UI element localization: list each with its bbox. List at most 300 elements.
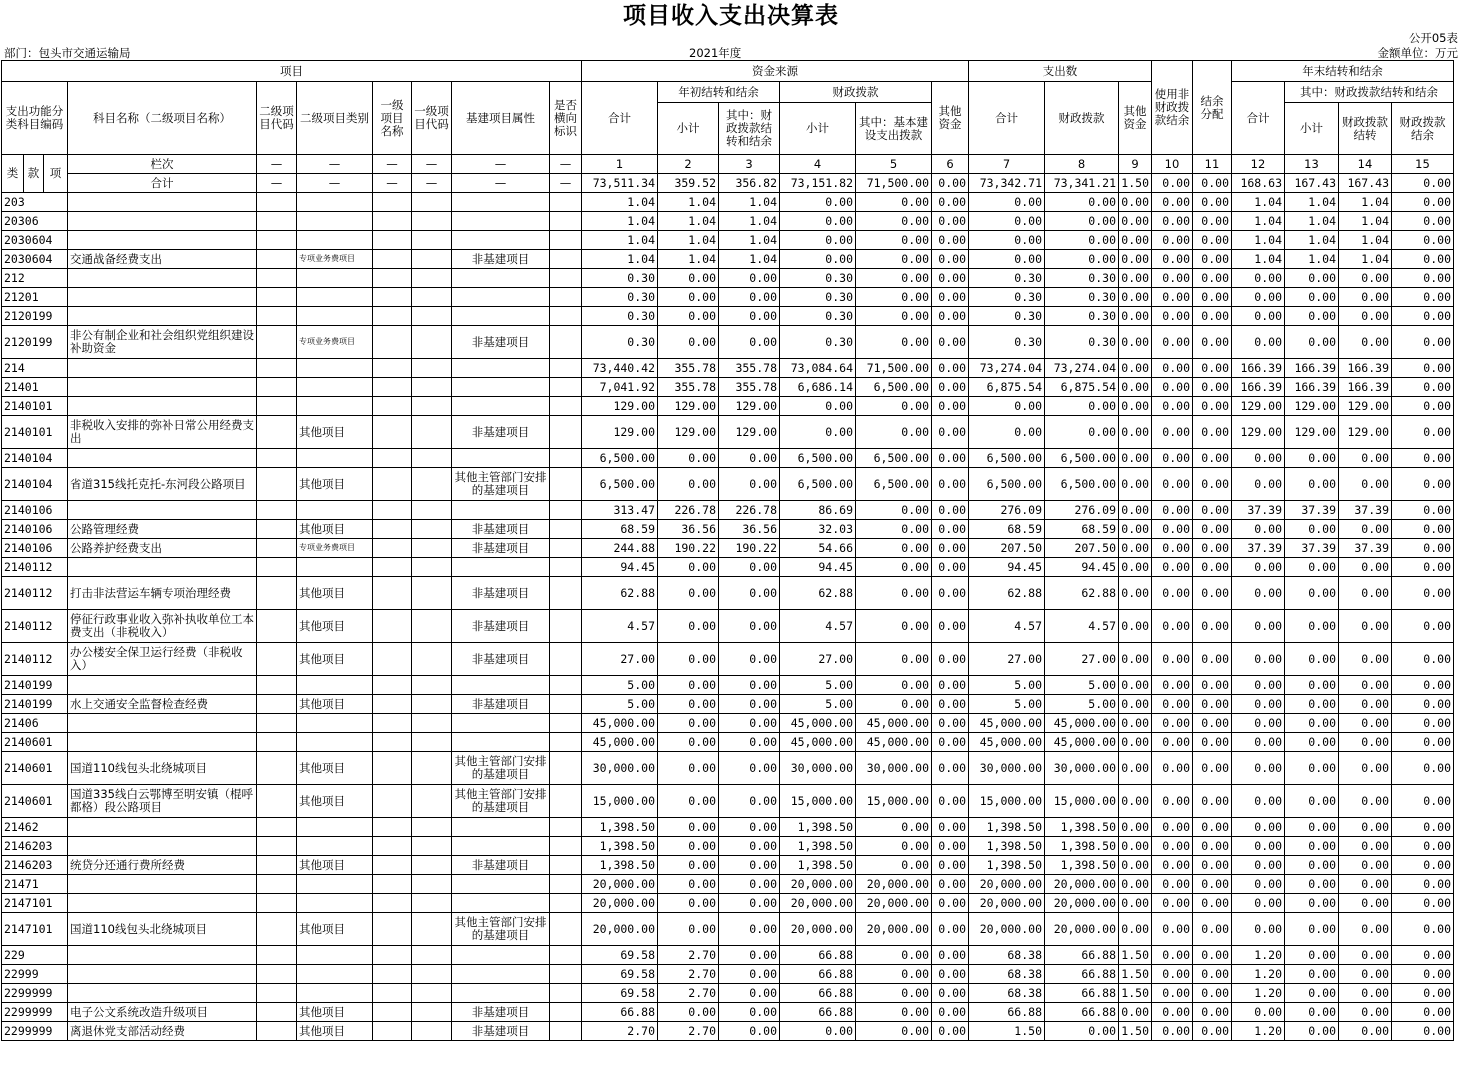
horizontal-flag-cell	[550, 449, 582, 468]
header-ye-total: 合计	[1232, 82, 1285, 155]
value-cell: 0.00	[1339, 818, 1392, 837]
value-cell: 37.39	[1339, 539, 1392, 558]
sub1-name-cell	[373, 714, 412, 733]
value-cell: 5.00	[1045, 676, 1119, 695]
horizontal-flag-cell	[550, 539, 582, 558]
value-cell: 73,084.64	[780, 359, 856, 378]
value-cell: 0.00	[1119, 501, 1152, 520]
value-cell: 6,500.00	[856, 468, 932, 501]
value-cell: 15,000.00	[1045, 785, 1119, 818]
value-cell: 0.00	[1285, 1022, 1339, 1041]
value-cell: 0.00	[1119, 785, 1152, 818]
value-cell: 27.00	[582, 643, 658, 676]
value-cell: 0.00	[1232, 643, 1285, 676]
value-cell: 0.00	[1193, 818, 1232, 837]
value-cell: 0.00	[1392, 875, 1454, 894]
sub2-code-cell	[257, 212, 297, 231]
sub1-name-cell	[373, 610, 412, 643]
value-cell: 0.00	[1392, 378, 1454, 397]
item-name-cell: 公路养护经费支出	[68, 539, 257, 558]
horizontal-flag-cell	[550, 193, 582, 212]
value-cell: 0.00	[1339, 714, 1392, 733]
construction-attr-cell	[452, 288, 550, 307]
table-row	[2, 269, 1454, 288]
value-cell: 45,000.00	[856, 714, 932, 733]
value-cell: 313.47	[582, 501, 658, 520]
sub2-code-cell	[257, 818, 297, 837]
lanci-dash: —	[550, 155, 582, 174]
sub2-category-cell	[297, 449, 373, 468]
horizontal-flag-cell	[550, 359, 582, 378]
construction-attr-cell: 非基建项目	[452, 520, 550, 539]
value-cell: 0.00	[1285, 856, 1339, 875]
header-other-funds: 其他资金	[932, 82, 969, 155]
value-cell: 129.00	[719, 416, 780, 449]
item-name-cell: 办公楼安全保卫运行经费（非税收入）	[68, 643, 257, 676]
table-row	[2, 212, 1454, 231]
value-cell: 0.00	[1285, 610, 1339, 643]
value-cell: 0.00	[932, 378, 969, 397]
table-row	[2, 577, 1454, 610]
value-cell: 0.00	[1232, 875, 1285, 894]
sub1-code-cell	[412, 913, 452, 946]
value-cell: 0.00	[719, 984, 780, 1003]
sub2-code-cell	[257, 468, 297, 501]
value-cell: 0.00	[719, 733, 780, 752]
sub1-code-cell	[412, 714, 452, 733]
value-cell: 0.00	[658, 837, 719, 856]
value-cell: 0.00	[856, 984, 932, 1003]
item-name-cell	[68, 269, 257, 288]
sub1-name-cell	[373, 378, 412, 397]
sub2-code-cell	[257, 856, 297, 875]
construction-attr-cell: 非基建项目	[452, 643, 550, 676]
value-cell: 6,500.00	[1045, 449, 1119, 468]
value-cell: 0.00	[1193, 894, 1232, 913]
item-name-cell: 停征行政事业收入弥补执收单位工本费支出（非税收入）	[68, 610, 257, 643]
value-cell: 0.00	[1152, 837, 1193, 856]
value-cell: 15,000.00	[969, 785, 1045, 818]
value-cell: 1.04	[582, 212, 658, 231]
item-name-cell: 省道315线托克托-东河段公路项目	[68, 468, 257, 501]
sub2-code-cell	[257, 288, 297, 307]
value-cell: 0.00	[856, 837, 932, 856]
value-cell: 5.00	[780, 695, 856, 714]
value-cell: 355.78	[658, 359, 719, 378]
sub2-code-cell	[257, 501, 297, 520]
function-code-cell: 2140112	[2, 610, 68, 643]
item-name-cell: 非公有制企业和社会组织党组织建设补助资金	[68, 326, 257, 359]
sub1-name-cell	[373, 1022, 412, 1041]
value-cell: 0.00	[1045, 212, 1119, 231]
value-cell: 0.00	[1232, 269, 1285, 288]
sub1-code-cell	[412, 212, 452, 231]
sub1-code-cell	[412, 288, 452, 307]
value-cell: 66.88	[780, 946, 856, 965]
header-item-name: 科目名称（二级项目名称）	[68, 82, 257, 155]
function-code-cell: 2146203	[2, 837, 68, 856]
value-cell: 0.00	[719, 913, 780, 946]
table-row	[2, 875, 1454, 894]
sub2-code-cell	[257, 539, 297, 558]
function-code-cell: 2140601	[2, 733, 68, 752]
function-code-cell: 2120199	[2, 307, 68, 326]
lanci-num: 11	[1193, 155, 1232, 174]
construction-attr-cell: 非基建项目	[452, 695, 550, 714]
value-cell: 0.00	[780, 231, 856, 250]
item-name-cell: 水上交通安全监督检查经费	[68, 695, 257, 714]
value-cell: 0.00	[1392, 714, 1454, 733]
value-cell: 1,398.50	[582, 818, 658, 837]
construction-attr-cell	[452, 837, 550, 856]
value-cell: 0.00	[1193, 193, 1232, 212]
value-cell: 0.00	[1339, 676, 1392, 695]
sub2-category-cell	[297, 984, 373, 1003]
sub1-name-cell	[373, 577, 412, 610]
construction-attr-cell: 其他主管部门安排的基建项目	[452, 913, 550, 946]
value-cell: 1,398.50	[780, 837, 856, 856]
value-cell: 5.00	[969, 695, 1045, 714]
value-cell: 0.30	[582, 269, 658, 288]
value-cell: 0.00	[1193, 397, 1232, 416]
sub2-code-cell	[257, 610, 297, 643]
value-cell: 0.00	[780, 397, 856, 416]
value-cell: 1.04	[719, 212, 780, 231]
value-cell: 0.00	[1119, 250, 1152, 269]
value-cell: 6,875.54	[1045, 378, 1119, 397]
value-cell: 5.00	[1045, 695, 1119, 714]
construction-attr-cell	[452, 875, 550, 894]
value-cell: 0.00	[1193, 577, 1232, 610]
value-cell: 129.00	[658, 416, 719, 449]
form-code: 公开05表	[1408, 31, 1458, 45]
value-cell: 0.00	[1152, 416, 1193, 449]
construction-attr-cell: 非基建项目	[452, 577, 550, 610]
value-cell: 0.00	[1152, 359, 1193, 378]
sub1-code-cell	[412, 520, 452, 539]
value-cell: 0.00	[932, 449, 969, 468]
value-cell: 0.00	[1392, 1003, 1454, 1022]
table-row	[2, 326, 1454, 359]
value-cell: 0.00	[1232, 733, 1285, 752]
total-value: 73,341.21	[1045, 174, 1119, 193]
total-dash: —	[297, 174, 373, 193]
value-cell: 0.00	[1152, 818, 1193, 837]
value-cell: 0.00	[1152, 785, 1193, 818]
function-code-cell: 2030604	[2, 250, 68, 269]
value-cell: 0.00	[969, 397, 1045, 416]
horizontal-flag-cell	[550, 520, 582, 539]
value-cell: 0.00	[719, 894, 780, 913]
item-name-cell	[68, 837, 257, 856]
value-cell: 0.30	[780, 307, 856, 326]
value-cell: 0.00	[1339, 837, 1392, 856]
sub1-name-cell	[373, 193, 412, 212]
value-cell: 0.00	[1285, 752, 1339, 785]
function-code-cell: 21401	[2, 378, 68, 397]
value-cell: 0.00	[658, 695, 719, 714]
value-cell: 0.00	[932, 501, 969, 520]
value-cell: 0.00	[932, 307, 969, 326]
lanci-num: 10	[1152, 155, 1193, 174]
horizontal-flag-cell	[550, 558, 582, 577]
value-cell: 0.00	[856, 288, 932, 307]
sub2-code-cell	[257, 894, 297, 913]
lanci-num: 6	[932, 155, 969, 174]
value-cell: 0.00	[856, 193, 932, 212]
value-cell: 0.00	[1285, 875, 1339, 894]
value-cell: 0.00	[658, 785, 719, 818]
value-cell: 0.00	[1285, 984, 1339, 1003]
sub2-code-cell	[257, 875, 297, 894]
value-cell: 0.00	[1392, 1022, 1454, 1041]
value-cell: 0.00	[1285, 269, 1339, 288]
sub2-code-cell	[257, 449, 297, 468]
value-cell: 0.00	[932, 965, 969, 984]
value-cell: 0.00	[1232, 752, 1285, 785]
table-row	[2, 752, 1454, 785]
value-cell: 0.30	[582, 326, 658, 359]
sub2-category-cell: 专项业务费项目	[297, 326, 373, 359]
sub2-code-cell	[257, 250, 297, 269]
horizontal-flag-cell	[550, 894, 582, 913]
sub2-category-cell	[297, 676, 373, 695]
value-cell: 0.00	[932, 714, 969, 733]
value-cell: 0.00	[1193, 1022, 1232, 1041]
table-row	[2, 449, 1454, 468]
sub2-category-cell	[297, 359, 373, 378]
value-cell: 0.00	[658, 913, 719, 946]
value-cell: 1,398.50	[969, 818, 1045, 837]
value-cell: 0.00	[1339, 1003, 1392, 1022]
sub1-name-cell	[373, 416, 412, 449]
value-cell: 1.04	[1285, 212, 1339, 231]
value-cell: 0.00	[1392, 837, 1454, 856]
value-cell: 37.39	[1285, 501, 1339, 520]
value-cell: 0.00	[856, 643, 932, 676]
header-exp-total: 合计	[969, 82, 1045, 155]
item-name-cell	[68, 359, 257, 378]
horizontal-flag-cell	[550, 818, 582, 837]
value-cell: 68.38	[969, 965, 1045, 984]
value-cell: 66.88	[969, 1003, 1045, 1022]
value-cell: 0.00	[1392, 946, 1454, 965]
sub2-category-cell	[297, 378, 373, 397]
sub1-code-cell	[412, 752, 452, 785]
value-cell: 190.22	[719, 539, 780, 558]
value-cell: 0.00	[1152, 946, 1193, 965]
value-cell: 0.00	[1193, 359, 1232, 378]
value-cell: 0.30	[780, 269, 856, 288]
sub1-code-cell	[412, 577, 452, 610]
table-row	[2, 416, 1454, 449]
value-cell: 27.00	[969, 643, 1045, 676]
value-cell: 129.00	[582, 416, 658, 449]
sub2-code-cell	[257, 193, 297, 212]
value-cell: 1.50	[1119, 965, 1152, 984]
value-cell: 0.00	[1119, 468, 1152, 501]
department-label: 部门：包头市交通运输局	[4, 46, 131, 60]
total-value: 73,342.71	[969, 174, 1045, 193]
sub2-category-cell	[297, 307, 373, 326]
value-cell: 0.00	[658, 558, 719, 577]
value-cell: 0.00	[1193, 250, 1232, 269]
value-cell: 30,000.00	[582, 752, 658, 785]
total-value: 168.63	[1232, 174, 1285, 193]
sub2-category-cell	[297, 288, 373, 307]
sub1-name-cell	[373, 676, 412, 695]
value-cell: 0.00	[658, 269, 719, 288]
value-cell: 1.04	[1339, 193, 1392, 212]
value-cell: 0.00	[1119, 269, 1152, 288]
value-cell: 0.00	[1392, 449, 1454, 468]
value-cell: 0.00	[1193, 326, 1232, 359]
item-name-cell	[68, 714, 257, 733]
value-cell: 0.00	[1152, 1003, 1193, 1022]
sub2-category-cell: 其他项目	[297, 856, 373, 875]
table-row	[2, 468, 1454, 501]
sub1-name-cell	[373, 449, 412, 468]
value-cell: 0.00	[719, 785, 780, 818]
total-dash: —	[373, 174, 412, 193]
value-cell: 0.00	[1392, 359, 1454, 378]
value-cell: 0.00	[1119, 231, 1152, 250]
sub1-name-cell	[373, 837, 412, 856]
value-cell: 20,000.00	[856, 913, 932, 946]
total-dash: —	[550, 174, 582, 193]
value-cell: 0.00	[932, 785, 969, 818]
value-cell: 0.00	[1119, 212, 1152, 231]
sub2-code-cell	[257, 1003, 297, 1022]
value-cell: 0.00	[1392, 984, 1454, 1003]
sub2-category-cell: 其他项目	[297, 416, 373, 449]
value-cell: 0.00	[1152, 984, 1193, 1003]
value-cell: 0.00	[932, 894, 969, 913]
horizontal-flag-cell	[550, 269, 582, 288]
sub1-name-cell	[373, 695, 412, 714]
value-cell: 0.00	[719, 610, 780, 643]
function-code-cell: 2140112	[2, 643, 68, 676]
value-cell: 1.04	[1285, 250, 1339, 269]
value-cell: 1.50	[969, 1022, 1045, 1041]
value-cell: 0.00	[1339, 984, 1392, 1003]
value-cell: 0.00	[1339, 752, 1392, 785]
value-cell: 0.00	[1045, 193, 1119, 212]
sub2-category-cell: 其他项目	[297, 913, 373, 946]
value-cell: 0.00	[1193, 558, 1232, 577]
value-cell: 0.00	[856, 1003, 932, 1022]
construction-attr-cell: 非基建项目	[452, 326, 550, 359]
table-row	[2, 520, 1454, 539]
value-cell: 1.04	[1232, 250, 1285, 269]
sub1-name-cell	[373, 875, 412, 894]
horizontal-flag-cell	[550, 1003, 582, 1022]
value-cell: 0.00	[1285, 946, 1339, 965]
value-cell: 0.00	[1339, 468, 1392, 501]
table-row	[2, 946, 1454, 965]
header-ye-carryover: 财政拨款结转	[1339, 103, 1392, 155]
sub1-code-cell	[412, 449, 452, 468]
value-cell: 0.00	[1339, 577, 1392, 610]
value-cell: 0.00	[856, 416, 932, 449]
item-name-cell	[68, 212, 257, 231]
value-cell: 0.00	[1045, 397, 1119, 416]
value-cell: 0.00	[932, 946, 969, 965]
value-cell: 37.39	[1232, 501, 1285, 520]
value-cell: 15,000.00	[856, 785, 932, 818]
value-cell: 45,000.00	[856, 733, 932, 752]
value-cell: 0.00	[1152, 231, 1193, 250]
sub1-code-cell	[412, 269, 452, 288]
value-cell: 62.88	[969, 577, 1045, 610]
value-cell: 0.00	[932, 397, 969, 416]
value-cell: 0.00	[658, 449, 719, 468]
table-row	[2, 231, 1454, 250]
value-cell: 0.00	[1119, 818, 1152, 837]
item-name-cell	[68, 558, 257, 577]
sub1-code-cell	[412, 984, 452, 1003]
value-cell: 0.00	[719, 1022, 780, 1041]
value-cell: 37.39	[1285, 539, 1339, 558]
value-cell: 0.00	[719, 307, 780, 326]
value-cell: 1.04	[1232, 193, 1285, 212]
value-cell: 0.00	[1339, 643, 1392, 676]
value-cell: 0.00	[1119, 856, 1152, 875]
item-name-cell	[68, 946, 257, 965]
total-value: 167.43	[1339, 174, 1392, 193]
horizontal-flag-cell	[550, 416, 582, 449]
header-fund-total: 合计	[582, 82, 658, 155]
value-cell: 37.39	[1339, 501, 1392, 520]
value-cell: 0.00	[1119, 288, 1152, 307]
value-cell: 0.00	[1392, 894, 1454, 913]
value-cell: 0.00	[1285, 965, 1339, 984]
item-name-cell: 国道335线白云鄂博至明安镇（棍呼都格）段公路项目	[68, 785, 257, 818]
value-cell: 0.00	[1339, 520, 1392, 539]
table-row	[2, 785, 1454, 818]
value-cell: 0.00	[1119, 894, 1152, 913]
value-cell: 0.00	[1339, 946, 1392, 965]
project-income-expenditure-table	[1, 60, 1454, 1041]
table-row	[2, 193, 1454, 212]
function-code-cell: 2140106	[2, 520, 68, 539]
header-sub2-code: 二级项目代码	[257, 82, 297, 155]
item-name-cell	[68, 288, 257, 307]
construction-attr-cell	[452, 397, 550, 416]
construction-attr-cell: 非基建项目	[452, 416, 550, 449]
value-cell: 6,500.00	[582, 468, 658, 501]
value-cell: 129.00	[1339, 397, 1392, 416]
header-project: 项目	[2, 61, 582, 82]
table-row	[2, 397, 1454, 416]
value-cell: 0.00	[1193, 785, 1232, 818]
sub1-name-cell	[373, 643, 412, 676]
value-cell: 0.00	[1045, 231, 1119, 250]
value-cell: 0.00	[1232, 520, 1285, 539]
header-fiscal-subtotal: 小计	[780, 103, 856, 155]
value-cell: 30,000.00	[856, 752, 932, 785]
value-cell: 0.00	[1392, 539, 1454, 558]
value-cell: 2.70	[658, 946, 719, 965]
horizontal-flag-cell	[550, 326, 582, 359]
value-cell: 129.00	[1285, 397, 1339, 416]
value-cell: 0.00	[856, 558, 932, 577]
value-cell: 20,000.00	[856, 875, 932, 894]
value-cell: 1.04	[1285, 231, 1339, 250]
value-cell: 0.00	[1152, 397, 1193, 416]
value-cell: 0.00	[932, 1022, 969, 1041]
value-cell: 0.00	[658, 752, 719, 785]
